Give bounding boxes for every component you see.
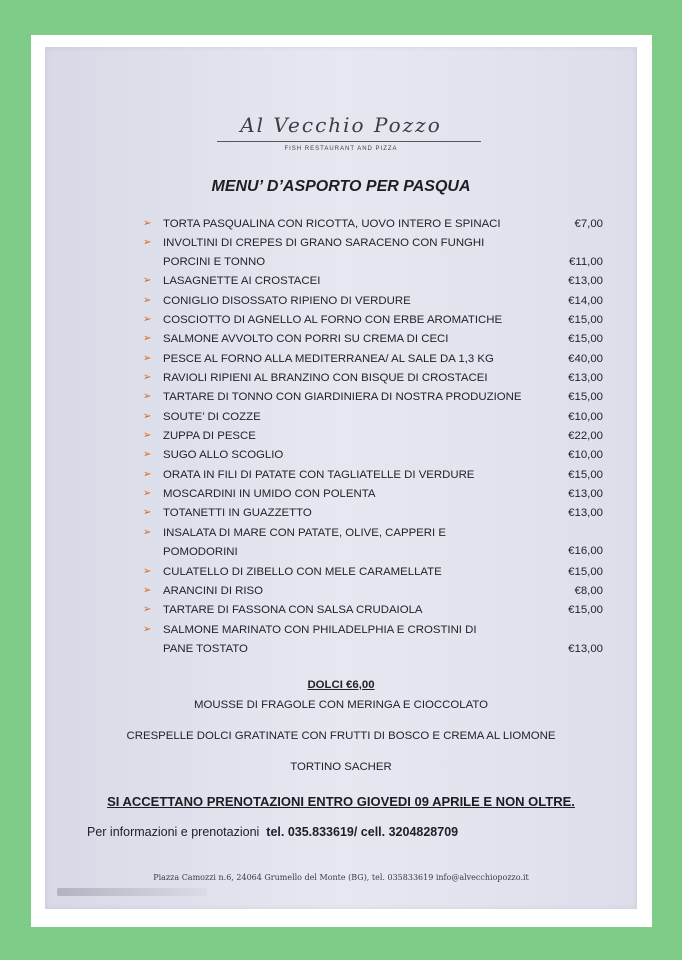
menu-item-name: SUGO ALLO SCOGLIO xyxy=(163,449,284,461)
menu-item-price: €13,00 xyxy=(568,507,603,519)
menu-item-name: INSALATA DI MARE CON PATATE, OLIVE, CAPPERI E xyxy=(163,527,446,539)
menu-item-name: SALMONE AVVOLTO CON PORRI SU CREMA DI CECI xyxy=(163,333,449,345)
menu-item xyxy=(143,218,603,236)
menu-item-list xyxy=(45,47,637,909)
arrow-bullet-icon: ➢ xyxy=(143,527,152,538)
arrow-bullet-icon: ➢ xyxy=(143,314,152,325)
menu-item xyxy=(143,237,603,268)
menu-item xyxy=(143,353,603,371)
menu-item-name: TARTARE DI FASSONA CON SALSA CRUDAIOLA xyxy=(163,604,423,616)
menu-item-name: TARTARE DI TONNO CON GIARDINIERA DI NOSTRA PRODUZIONE xyxy=(163,391,522,403)
reservation-notice: SI ACCETTANO PRENOTAZIONI ENTRO GIOVEDI 09 APRILE E NON OLTRE. xyxy=(107,794,575,809)
menu-item-price: €7,00 xyxy=(574,218,603,230)
menu-item xyxy=(143,411,603,429)
menu-item-name: ARANCINI DI RISO xyxy=(163,585,263,597)
arrow-bullet-icon: ➢ xyxy=(143,275,152,286)
menu-item-name: TOTANETTI IN GUAZZETTO xyxy=(163,507,312,519)
menu-title: MENU’ D’ASPORTO PER PASQUA xyxy=(211,178,471,195)
dessert-item: TORTINO SACHER xyxy=(290,761,392,773)
contact-phones: tel. 035.833619/ cell. 3204828709 xyxy=(266,825,459,839)
menu-item-name: SOUTE’ DI COZZE xyxy=(163,411,261,423)
menu-item-price: €13,00 xyxy=(568,372,603,384)
arrow-bullet-icon: ➢ xyxy=(143,333,152,344)
menu-item-price: €15,00 xyxy=(568,604,603,616)
dessert-item: CRESPELLE DOLCI GRATINATE CON FRUTTI DI BOSCO E CREMA AL LIOMONE xyxy=(126,730,556,742)
menu-item-price: €15,00 xyxy=(568,566,603,578)
menu-item-name: SALMONE MARINATO CON PHILADELPHIA E CROSTINI DI xyxy=(163,624,477,636)
arrow-bullet-icon: ➢ xyxy=(143,353,152,364)
menu-item-name: ZUPPA DI PESCE xyxy=(163,430,256,442)
menu-item-name-cont: PANE TOSTATO xyxy=(163,643,248,655)
menu-item xyxy=(143,469,603,487)
menu-item-name: INVOLTINI DI CREPES DI GRANO SARACENO CON FUNGHI xyxy=(163,237,485,249)
menu-item xyxy=(143,604,603,622)
arrow-bullet-icon: ➢ xyxy=(143,507,152,518)
menu-item xyxy=(143,527,603,558)
arrow-bullet-icon: ➢ xyxy=(143,604,152,615)
arrow-bullet-icon: ➢ xyxy=(143,469,152,480)
menu-item-price: €11,00 xyxy=(569,256,603,268)
arrow-bullet-icon: ➢ xyxy=(143,295,152,306)
menu-item-price: €13,00 xyxy=(568,488,603,500)
menu-item xyxy=(143,624,603,655)
menu-item-price: €16,00 xyxy=(568,545,603,557)
menu-item xyxy=(143,391,603,409)
menu-item-name: CONIGLIO DISOSSATO RIPIENO DI VERDURE xyxy=(163,295,411,307)
menu-item-name: MOSCARDINI IN UMIDO CON POLENTA xyxy=(163,488,376,500)
dessert-item: MOUSSE DI FRAGOLE CON MERINGA E CIOCCOLATO xyxy=(194,699,488,711)
menu-item-name: LASAGNETTE AI CROSTACEI xyxy=(163,275,321,287)
restaurant-logo: Al Vecchio Pozzo xyxy=(240,113,442,137)
menu-item xyxy=(143,488,603,506)
menu-item-name: RAVIOLI RIPIENI AL BRANZINO CON BISQUE DI CROSTACEI xyxy=(163,372,488,384)
address-footer: Piazza Camozzi n.6, 24064 Grumello del Monte (BG), tel. 035833619 info@alvecchiopozzo.it xyxy=(153,873,529,882)
menu-item-price: €40,00 xyxy=(568,353,603,365)
menu-item-name: PESCE AL FORNO ALLA MEDITERRANEA/ AL SALE DA 1,3 KG xyxy=(163,353,494,365)
menu-sheet xyxy=(45,47,637,909)
menu-item xyxy=(143,430,603,448)
arrow-bullet-icon: ➢ xyxy=(143,391,152,402)
menu-item xyxy=(143,275,603,293)
arrow-bullet-icon: ➢ xyxy=(143,566,152,577)
menu-item-name: TORTA PASQUALINA CON RICOTTA, UOVO INTERO E SPINACI xyxy=(163,218,501,230)
photo-frame xyxy=(31,35,652,927)
contact-line xyxy=(87,825,458,839)
arrow-bullet-icon: ➢ xyxy=(143,585,152,596)
dolci-heading: DOLCI €6,00 xyxy=(307,679,375,691)
arrow-bullet-icon: ➢ xyxy=(143,430,152,441)
arrow-bullet-icon: ➢ xyxy=(143,411,152,422)
menu-item-price: €13,00 xyxy=(568,275,603,287)
menu-item-price: €14,00 xyxy=(568,295,603,307)
menu-item-price: €15,00 xyxy=(568,314,603,326)
menu-item-name-cont: POMODORINI xyxy=(163,546,238,558)
menu-item xyxy=(143,585,603,603)
menu-item-name: CULATELLO DI ZIBELLO CON MELE CARAMELLATE xyxy=(163,566,442,578)
contact-label: Per informazioni e prenotazioni xyxy=(87,825,260,839)
paper-smudge xyxy=(57,888,207,896)
menu-item-price: €8,00 xyxy=(574,585,603,597)
restaurant-subtitle: FISH RESTAURANT AND PIZZA xyxy=(284,146,398,152)
menu-item-price: €15,00 xyxy=(568,469,603,481)
menu-item xyxy=(143,449,603,467)
menu-item xyxy=(143,333,603,351)
arrow-bullet-icon: ➢ xyxy=(143,624,152,635)
menu-item-price: €10,00 xyxy=(568,411,603,423)
menu-item xyxy=(143,295,603,313)
menu-item-name-cont: PORCINI E TONNO xyxy=(163,256,266,268)
menu-item-name: COSCIOTTO DI AGNELLO AL FORNO CON ERBE AROMATICHE xyxy=(163,314,503,326)
menu-item-name: ORATA IN FILI DI PATATE CON TAGLIATELLE DI VERDURE xyxy=(163,469,475,481)
menu-item xyxy=(143,314,603,332)
menu-item-price: €15,00 xyxy=(568,391,603,403)
menu-item xyxy=(143,566,603,584)
menu-item xyxy=(143,507,603,525)
arrow-bullet-icon: ➢ xyxy=(143,372,152,383)
menu-item-price: €15,00 xyxy=(568,333,603,345)
arrow-bullet-icon: ➢ xyxy=(143,449,152,460)
menu-item-price: €10,00 xyxy=(568,449,603,461)
menu-item xyxy=(143,372,603,390)
menu-item-price: €22,00 xyxy=(568,430,603,442)
arrow-bullet-icon: ➢ xyxy=(143,218,152,229)
arrow-bullet-icon: ➢ xyxy=(143,237,152,248)
menu-item-price: €13,00 xyxy=(568,643,603,655)
arrow-bullet-icon: ➢ xyxy=(143,488,152,499)
